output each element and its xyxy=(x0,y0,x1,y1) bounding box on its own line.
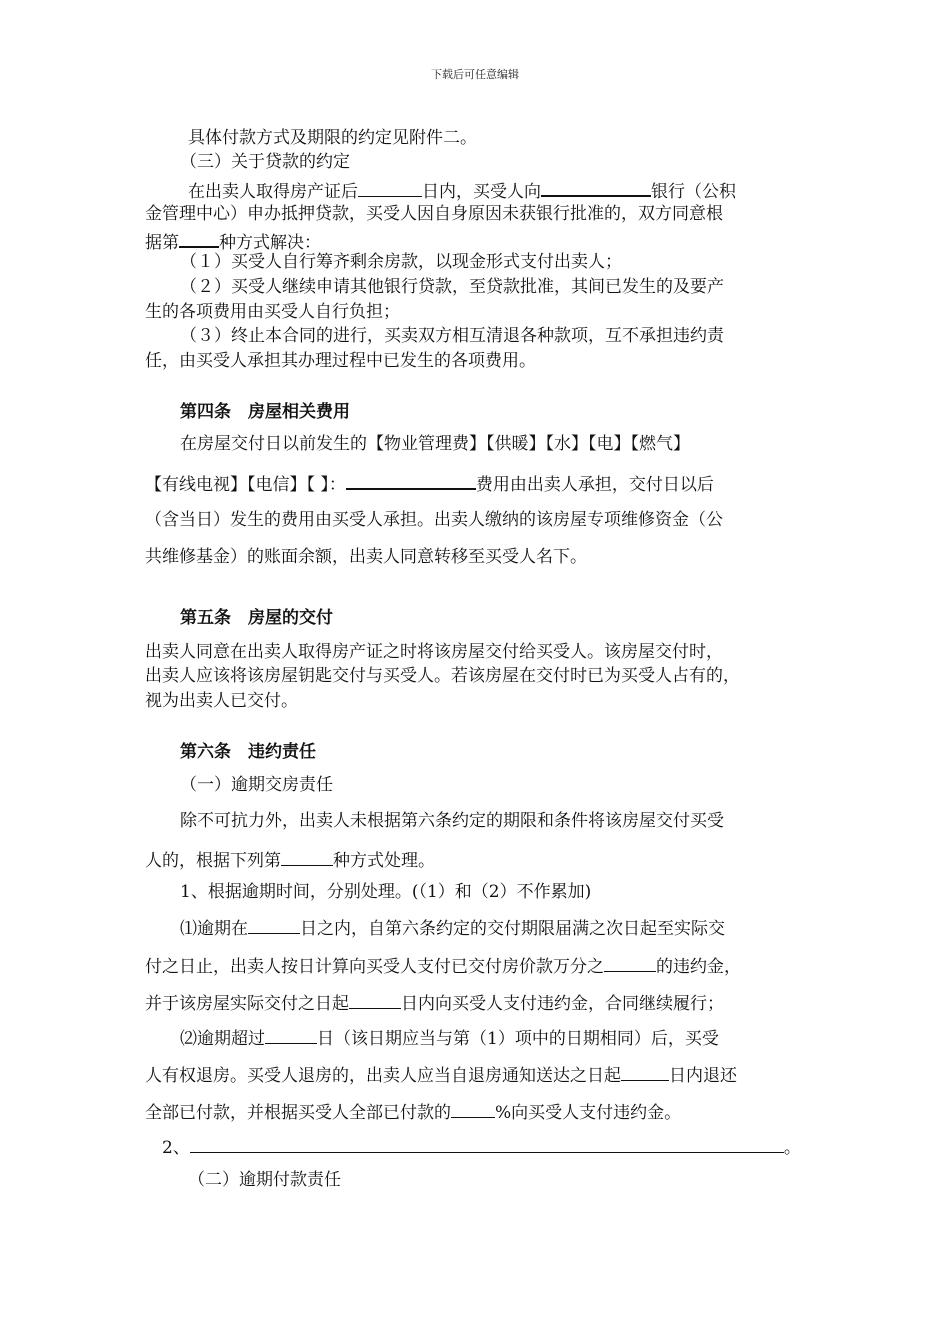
article-heading: 第四条 房屋相关费用 xyxy=(180,402,350,422)
article-heading: 第五条 房屋的交付 xyxy=(180,608,333,628)
blank-underline xyxy=(265,1025,317,1044)
text-line: 并于该房屋实际交付之日起 日内向买受人支付违约金，合同继续履行； xyxy=(145,990,724,1015)
blank-underline xyxy=(451,1099,495,1118)
text-line: 具体付款方式及期限的约定见附件二。 xyxy=(188,128,477,148)
page-header-note: 下载后可任意编辑 xyxy=(431,68,519,81)
text-line: 人的，根据下列第 种方式处理。 xyxy=(145,847,435,872)
blank-underline xyxy=(346,470,476,490)
blank-underline xyxy=(190,1134,784,1153)
text-line: 付之日止，出卖人按日计算向买受人支付已交付房价款万分之 的违约金， xyxy=(145,953,741,978)
blank-underline xyxy=(349,990,401,1009)
article-heading: 第六条 违约责任 xyxy=(180,742,316,762)
blank-underline xyxy=(621,1062,669,1081)
blank-underline xyxy=(604,953,656,972)
text-line: 金管理中心）申办抵押贷款，买受人因自身原因未获银行批准的，双方同意根 xyxy=(145,204,723,224)
text-line: （１）买受人自行筹齐剩余房款，以现金形式支付出卖人； xyxy=(180,252,622,272)
section-heading: （一）逾期交房责任 xyxy=(180,775,333,795)
blank-underline xyxy=(358,178,422,197)
text-line: 【有线电视】【电信】【 】： 费用由出卖人承担，交付日以后 xyxy=(145,470,714,496)
text-line: 在出卖人取得房产证后 日内，买受人向 银行（公积 xyxy=(188,177,736,203)
text-line: 人有权退房。买受人退房的，出卖人应当自退房通知送达之日起 日内退还 xyxy=(145,1062,737,1087)
text-line: （３）终止本合同的进行，买卖双方相互清退各种款项，互不承担违约责 xyxy=(180,326,724,346)
text-line: 据第 种方式解决： xyxy=(145,228,321,254)
section-heading: （二）逾期付款责任 xyxy=(188,1170,341,1190)
text-line: 生的各项费用由买受人自行负担； xyxy=(145,302,400,322)
blank-underline xyxy=(281,847,333,866)
blank-underline xyxy=(248,915,300,934)
text-line: 共维修基金）的账面余额，出卖人同意转移至买受人名下。 xyxy=(145,547,587,567)
section-heading: （三）关于贷款的约定 xyxy=(180,152,350,172)
text-line: ⑵逾期超过 日（该日期应当与第（1）项中的日期相同）后，买受 xyxy=(180,1025,719,1050)
text-line: 全部已付款，并根据买受人全部已付款的 %向买受人支付违约金。 xyxy=(145,1099,681,1124)
blank-underline xyxy=(179,228,219,248)
text-line: 任，由买受人承担其办理过程中已发生的各项费用。 xyxy=(145,351,536,371)
text-line: 出卖人同意在出卖人取得房产证之时将该房屋交付给买受人。该房屋交付时， xyxy=(145,642,723,662)
text-line: 除不可抗力外，出卖人未根据第六条约定的期限和条件将该房屋交付买受 xyxy=(180,811,724,831)
text-line: 出卖人应该将该房屋钥匙交付与买受人。若该房屋在交付时已为买受人占有的， xyxy=(145,666,740,686)
text-line: （２）买受人继续申请其他银行贷款，至贷款批准，其间已发生的及要产 xyxy=(180,277,724,297)
text-line: 1、根据逾期时间，分别处理。(（1）和（2）不作累加) xyxy=(180,882,592,902)
text-line: 2、 。 xyxy=(162,1134,801,1159)
blank-underline xyxy=(541,177,651,197)
text-line: （含当日）发生的费用由买受人承担。出卖人缴纳的该房屋专项维修资金（公 xyxy=(145,510,723,530)
text-line: 在房屋交付日以前发生的【物业管理费】【供暖】【水】【电】【燃气】 xyxy=(180,434,690,454)
text-line: 视为出卖人已交付。 xyxy=(145,691,298,711)
text-line: ⑴逾期在 日之内，自第六条约定的交付期限届满之次日起至实际交 xyxy=(180,915,725,940)
